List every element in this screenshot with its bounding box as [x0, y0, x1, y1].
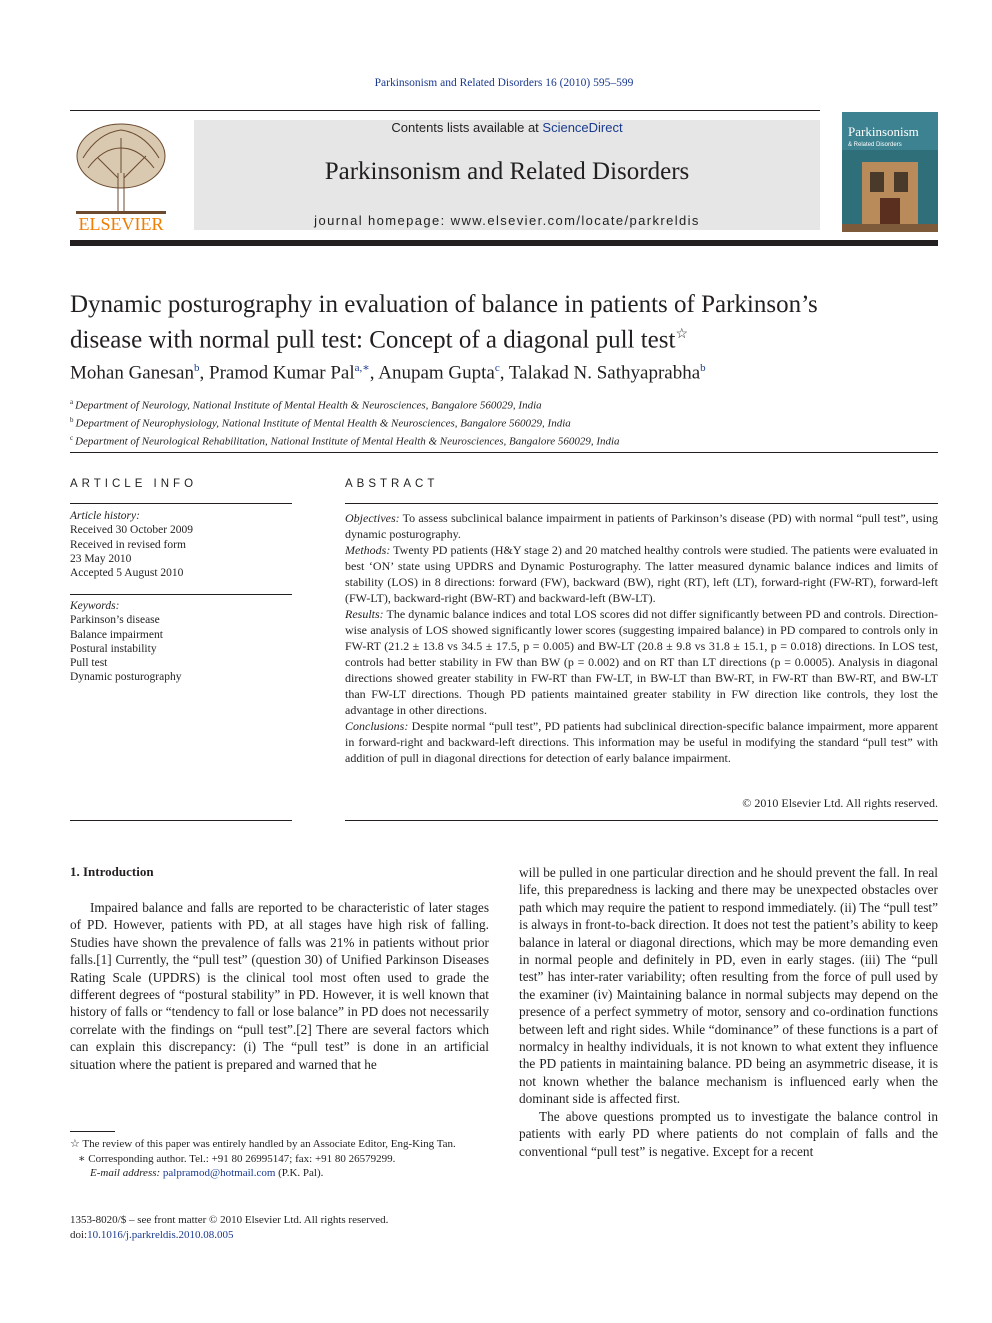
affiliation-mark: a	[70, 398, 74, 406]
article-info-heading: ARTICLE INFO	[70, 478, 198, 490]
results-text: The dynamic balance indices and total LOS scores did not differ significantly between PD and controls. Direction-wise analysis of LOS showed significantly lower scores (suggesting impaired balance) in PD compared to controls only in FW-RT (21.2 ± 13.8 vs 34.5 ± 17.5, p = 0.005) and BW-LT (20.8 ± 9.8 vs 31.8 ± 15.1, p = 0.018) directions. In LOS test, controls had better stability in FW than BW (p = 0.002) and on RT than LT directions (p = 0.0005). Analysis in diagonal directions showed greater stability in FW-RT than FW-LT, in BW-LT than BW-RT, in FW-RT than BW-RT, and BW-LT than FW-LT directions. Though PD patients maintained greater stability in FW direction like controls, they lost the advantage in other directions.	[345, 607, 938, 717]
footnote-rule	[70, 1131, 115, 1132]
sciencedirect-link[interactable]: ScienceDirect	[542, 120, 623, 135]
header-rule	[70, 110, 820, 111]
email-suffix: (P.K. Pal).	[275, 1167, 324, 1179]
history-item: Accepted 5 August 2010	[70, 567, 184, 580]
article-title-line-2: disease with normal pull test: Concept of a diagonal pull test	[70, 326, 676, 354]
contents-prefix: Contents lists available at	[391, 120, 543, 135]
article-history	[70, 509, 292, 580]
keyword: Dynamic posturography	[70, 671, 182, 684]
homepage-prefix: journal homepage:	[314, 213, 451, 228]
abstract-objectives	[345, 510, 938, 542]
homepage-link[interactable]: www.elsevier.com/locate/parkreldis	[450, 213, 700, 228]
author-separator: ,	[369, 362, 379, 384]
author: Talakad N. Sathyaprabha	[508, 362, 701, 384]
intro-column-left	[70, 899, 489, 1073]
email-label: E-mail address:	[90, 1167, 163, 1179]
objectives-label: Objectives:	[345, 511, 400, 525]
affiliation-text: Department of Neurophysiology, National Institute of Mental Health & Neurosciences, Bangalore 560029, India	[75, 417, 571, 430]
affiliation-mark: c	[70, 434, 74, 443]
history-item: Received in revised form	[70, 538, 186, 551]
affiliation-item	[70, 413, 938, 431]
affiliation-text: Department of Neurology, National Institute of Mental Health & Neurosciences, Bangalore 560029, India	[75, 399, 542, 412]
keyword: Postural instability	[70, 642, 157, 655]
intro-column-right	[519, 864, 938, 1160]
conclusions-label: Conclusions:	[345, 719, 409, 733]
intro-paragraph: will be pulled in one particular direction and he should prevent the fall. In real life, this preparedness is lacking and there may be unexpected obstacles over path which may require the patient to respond immediately. (ii) The “pull test” is always in front-to-back direction. It does not test the patient’s ability to keep balance in lateral or diagonal directions, which may be more demanding even in normal people and definitely in PD, even in early stages. (iii) The “pull test” has inter-rater variability; often resulting from the force of pull used by the examiner (iv) Maintaining balance in normal subjects may depend on the presence of a perfect symmetry of motor, sensory and co-ordination functions between left and right sides. While “dominance” of these functions is a part of normalcy in healthy individuals, it is not known to what extent they influence the PD patients in maintaining balance. PD being an asymmetric disease, it is not known whether the balance mechanism is influenced early when the dominant side is affected first.	[519, 865, 938, 1107]
history-label: Article history:	[70, 510, 140, 522]
header-thick-rule	[70, 240, 938, 246]
author-separator: ,	[199, 362, 209, 384]
intro-paragraph: The above questions prompted us to investigate the balance control in patients with early PD where patients do not complain of falls and the conventional “pull test” is negative. Except for a recent	[519, 1108, 938, 1159]
affiliation-text: Department of Neurological Rehabilitation, National Institute of Mental Health & Neurosciences, Bangalore 560029, India	[75, 435, 620, 448]
keywords-rule	[70, 594, 292, 595]
affiliations	[70, 395, 938, 449]
contents-line	[194, 120, 820, 135]
history-item: 23 May 2010	[70, 552, 132, 565]
abstract-methods	[345, 542, 938, 606]
article-info-bottom-rule	[70, 820, 292, 821]
keywords-label: Keywords:	[70, 600, 120, 612]
journal-cover-image	[842, 112, 938, 232]
corresponding-footnote: ∗ Corresponding author. Tel.: +91 80 26995147; fax: +91 80 26579299.	[78, 1152, 396, 1165]
journal-cover	[842, 112, 938, 232]
section-divider	[70, 452, 938, 453]
author-affil-mark[interactable]: a,∗	[354, 362, 370, 374]
abstract-results	[345, 606, 938, 718]
author-affil-mark[interactable]: b	[194, 362, 200, 374]
objectives-text: To assess subclinical balance impairment in patients of Parkinson’s disease (PD) with normal “pull test”, using dynamic posturography.	[345, 511, 938, 541]
email-link[interactable]: palpramod@hotmail.com	[162, 1167, 276, 1179]
author-list	[70, 361, 938, 384]
abstract-body	[345, 510, 938, 766]
history-item: Received 30 October 2009	[70, 524, 193, 537]
journal-homepage	[194, 213, 820, 228]
methods-text: Twenty PD patients (H&Y stage 2) and 20 matched healthy controls were studied. The patients were evaluated in best ‘ON’ state using UPDRS and Dynamic Posturography. The latter measured dynamic balance indices and limits of stability (LOS) in 8 directions: forward (FW), backward (BW), right (RT), left (LT), forward-right (FW-RT), forward-left (FW-LT), backward-right (BW-RT) and backward-left (BW-LT).	[345, 543, 938, 605]
author-affil-mark[interactable]: b	[700, 362, 706, 374]
doi-link[interactable]: 10.1016/j.parkreldis.2010.08.005	[87, 1228, 234, 1241]
elsevier-tree-icon	[68, 118, 174, 234]
keyword: Parkinson’s disease	[70, 614, 160, 627]
article-title	[70, 290, 938, 355]
svg-text:& Related Disorders: & Related Disorders	[848, 142, 902, 148]
elsevier-logo	[68, 118, 174, 234]
abstract-conclusions	[345, 718, 938, 766]
introduction-heading: 1. Introduction	[70, 864, 154, 879]
affiliation-item	[70, 431, 938, 449]
issn-line: 1353-8020/$ – see front matter © 2010 Elsevier Ltd. All rights reserved.	[70, 1214, 389, 1226]
svg-text:ELSEVIER: ELSEVIER	[78, 214, 164, 234]
review-footnote: ☆ The review of this paper was entirely handled by an Associate Editor, Eng-King Tan.	[70, 1138, 456, 1150]
author: Anupam Gupta	[378, 362, 495, 384]
abstract-heading: ABSTRACT	[345, 478, 439, 490]
article-info-rule	[70, 503, 292, 504]
article-title-line-1: Dynamic posturography in evaluation of balance in patients of Parkinson’s	[70, 291, 818, 318]
conclusions-text: Despite normal “pull test”, PD patients had subclinical direction-specific balance impairment, more apparent in forward-right and backward-left directions. This information may be useful in modifying the standard “pull test” with addition of pull in diagonal directions for detection of early balance impairment.	[345, 719, 938, 765]
journal-title: Parkinsonism and Related Disorders	[324, 158, 690, 185]
methods-label: Methods:	[345, 543, 391, 557]
abstract-bottom-rule	[345, 820, 938, 821]
affiliation-mark: b	[70, 416, 74, 425]
keywords	[70, 599, 292, 685]
intro-paragraph: Impaired balance and falls are reported to be characteristic of later stages of PD. However, patients with PD, at all stages have high risk of falling. Studies have shown the prevalence of falls was 21% in patients without prior falls.[1] Currently, the “pull test” (question 30) of Unified Parkinson Diseases Rating Scale (UPDRS) is the clinical tool most often used to grade the different degrees of “postural stability” in PD. However, it is well known that history of falls or “tendency to fall or lose balance” in PD does not necessarily correlate with the findings on “pull test”.[2] There are several factors which can explain this discrepancy: (i) The “pull test” is done in an artificial situation where the patient is prepared and warned that he	[70, 900, 489, 1072]
abstract-copyright: © 2010 Elsevier Ltd. All rights reserved.	[742, 796, 938, 810]
issn-block	[70, 1213, 489, 1242]
author: Pramod Kumar Pal	[209, 362, 355, 384]
keyword: Pull test	[70, 657, 108, 670]
journal-citation[interactable]: Parkinsonism and Related Disorders 16 (2010) 595–599	[374, 77, 634, 89]
doi-label: doi:	[70, 1228, 88, 1241]
results-label: Results:	[345, 607, 384, 621]
title-footnote-mark[interactable]: ☆	[675, 327, 688, 342]
author-separator: ,	[499, 362, 509, 384]
author-affil-mark[interactable]: c	[494, 362, 500, 374]
keyword: Balance impairment	[70, 628, 163, 641]
affiliation-item	[70, 395, 938, 413]
svg-text:Parkinsonism: Parkinsonism	[848, 124, 919, 139]
footnotes	[70, 1137, 489, 1181]
author: Mohan Ganesan	[70, 362, 194, 384]
abstract-rule	[345, 503, 938, 504]
